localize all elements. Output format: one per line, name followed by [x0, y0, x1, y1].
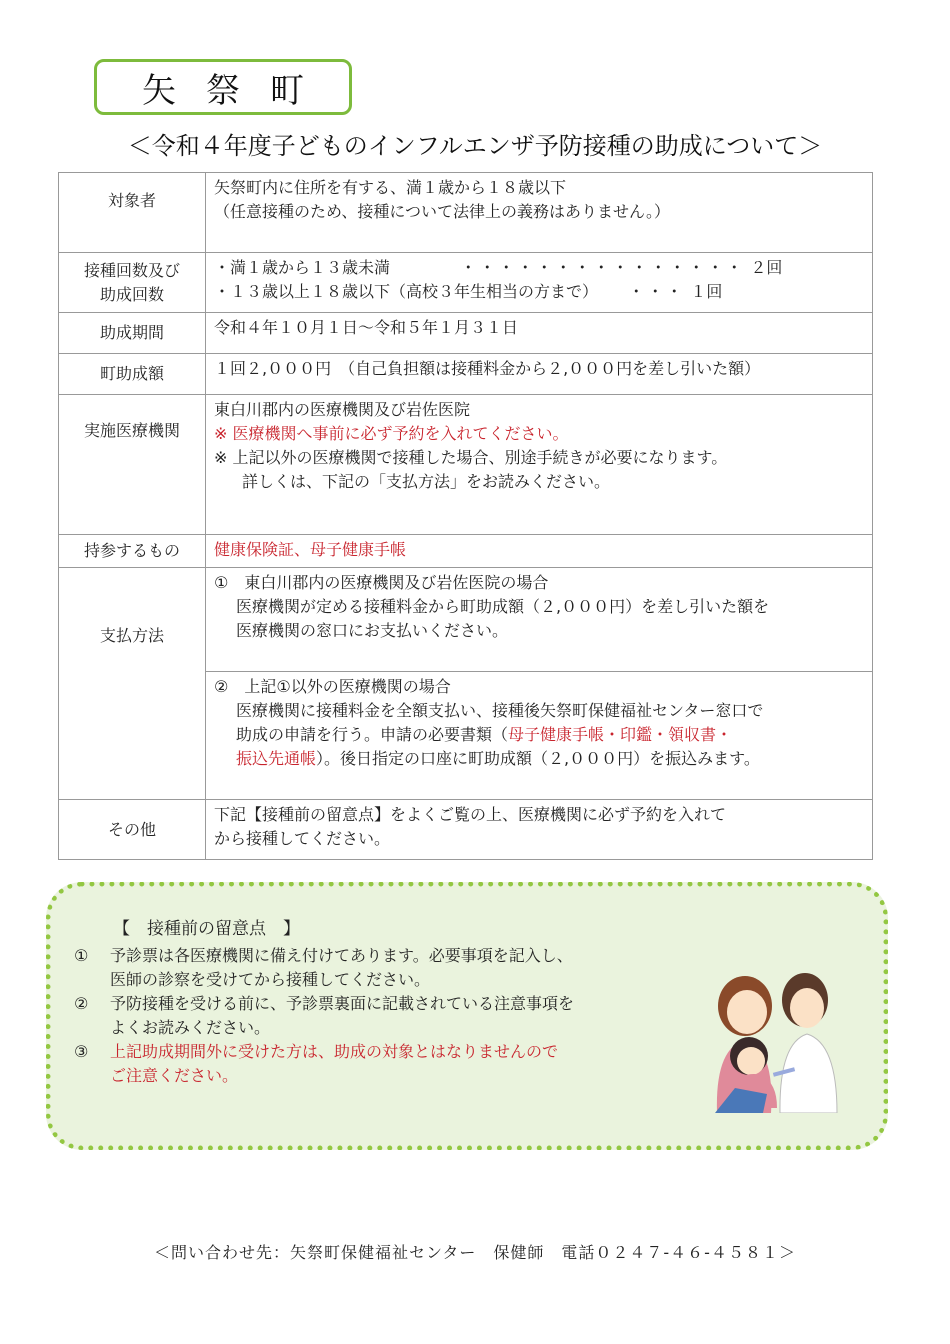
town-name: 矢祭町	[142, 70, 334, 111]
row-bring	[59, 535, 873, 568]
target-line1: 矢祭町内に住所を有する、満１歳から１８歳以下	[214, 178, 567, 197]
note-num: ③	[74, 1042, 89, 1061]
notes-heading: 【 接種前の留意点 】	[113, 919, 300, 939]
pay2-line2	[214, 723, 864, 747]
nurse-body	[780, 1034, 837, 1113]
inst-line3: ※ 上記以外の医療機関で接種した場合、別途手続きが必要になります。	[214, 448, 728, 467]
count-line2-dots: ・・・	[628, 282, 686, 301]
row-institution	[59, 395, 873, 535]
inst-line1: 東白川郡内の医療機関及び岩佐医院	[214, 400, 471, 419]
inst-line4: 詳しくは、下記の「支払方法」をお読みください。	[242, 472, 611, 491]
row-pay-1	[59, 568, 873, 672]
cell-target	[206, 173, 873, 253]
label-count-2: 助成回数	[99, 284, 164, 304]
count-line2-text: ・１３歳以上１８歳以下（高校３年生相当の方まで）	[214, 282, 599, 301]
inst-line2: ※ 医療機関へ事前に必ず予約を入れてください。	[214, 424, 569, 443]
row-other	[59, 800, 873, 860]
label-pay: 支払方法	[59, 568, 206, 800]
pay2-line3a: 振込先通帳	[236, 749, 317, 768]
label-target: 対象者	[59, 173, 206, 253]
cell-institution	[206, 395, 873, 535]
other-line2: から接種してください。	[214, 829, 391, 848]
note-item	[74, 944, 694, 992]
notes-list	[74, 944, 694, 1088]
label-count-1: 接種回数及び	[83, 260, 180, 280]
mother-face	[727, 990, 767, 1034]
row-period	[59, 313, 873, 354]
row-count	[59, 253, 873, 313]
note-num: ②	[74, 994, 89, 1013]
count-line2	[214, 280, 864, 304]
count-line1	[214, 256, 864, 280]
pay1-line1: 医療機関が定める接種料金から町助成額（２,０００円）を差し引いた額を	[236, 597, 770, 616]
pay2-head: ② 上記①以外の医療機関の場合	[214, 677, 451, 696]
nurse-face	[790, 988, 824, 1028]
note-line1: 予診票は各医療機関に備え付けてあります。必要事項を記入し、	[110, 946, 573, 965]
count-line2-value: １回	[690, 282, 723, 301]
count-line1-text: ・満１歳から１３歳未満	[214, 258, 391, 277]
note-line1: 上記助成期間外に受けた方は、助成の対象とはなりませんので	[110, 1042, 559, 1061]
pay1-line2: 医療機関の窓口にお支払いください。	[236, 621, 509, 640]
label-amount: 町助成額	[59, 354, 206, 395]
pay1-head: ① 東白川郡内の医療機関及び岩佐医院の場合	[214, 573, 549, 592]
note-item	[74, 992, 694, 1040]
vaccination-illustration	[705, 968, 840, 1113]
note-num: ①	[74, 946, 89, 965]
pay2-line3	[214, 747, 864, 771]
label-other: その他	[59, 800, 206, 860]
other-line1: 下記【接種前の留意点】をよくご覧の上、医療機関に必ず予約を入れて	[214, 805, 727, 824]
town-name-box	[94, 59, 352, 115]
row-target	[59, 173, 873, 253]
label-bring: 持参するもの	[59, 535, 206, 568]
note-line2: よくお読みください。	[110, 1018, 271, 1037]
pay2-line2a: 助成の申請を行う。申請の必要書類（	[236, 725, 509, 744]
label-institution: 実施医療機関	[59, 395, 206, 535]
bring-value: 健康保険証、母子健康手帳	[206, 535, 873, 568]
note-line1: 予防接種を受ける前に、予診票裏面に記載されている注意事項を	[110, 994, 575, 1013]
cell-pay-1	[206, 568, 873, 672]
period-value: 令和４年１０月１日～令和５年１月３１日	[206, 313, 873, 354]
pay2-line1: 医療機関に接種料金を全額支払い、接種後矢祭町保健福祉センター窓口で	[236, 701, 764, 720]
note-line2: 医師の診察を受けてから接種してください。	[110, 970, 431, 989]
amount-value: １回２,０００円 （自己負担額は接種料金から２,０００円を差し引いた額）	[206, 354, 873, 395]
label-period: 助成期間	[59, 313, 206, 354]
pay2-line3b: ）。後日指定の口座に町助成額（２,０００円）を振込みます。	[316, 749, 760, 768]
cell-pay-2	[206, 672, 873, 800]
count-line1-dots: ・・・・・・・・・・・・・・・	[460, 258, 746, 277]
child-face	[737, 1047, 765, 1075]
pay2-line2b: 母子健康手帳・印鑑・領収書・	[508, 725, 733, 744]
row-amount	[59, 354, 873, 395]
page-title: ＜令和４年度子どものインフルエンザ予防接種の助成について＞	[127, 132, 823, 160]
target-line2: （任意接種のため、接種について法律上の義務はありません。）	[214, 202, 671, 221]
contact-footer: ＜問い合わせ先：矢祭町保健福祉センター 保健師 電話０２４７-４６-４５８１＞	[154, 1243, 796, 1262]
info-table	[58, 172, 873, 860]
cell-other	[206, 800, 873, 860]
note-item	[74, 1040, 694, 1088]
label-count	[59, 253, 206, 313]
note-line2: ご注意ください。	[110, 1066, 239, 1085]
count-line1-value: ２回	[750, 258, 783, 277]
cell-count	[206, 253, 873, 313]
